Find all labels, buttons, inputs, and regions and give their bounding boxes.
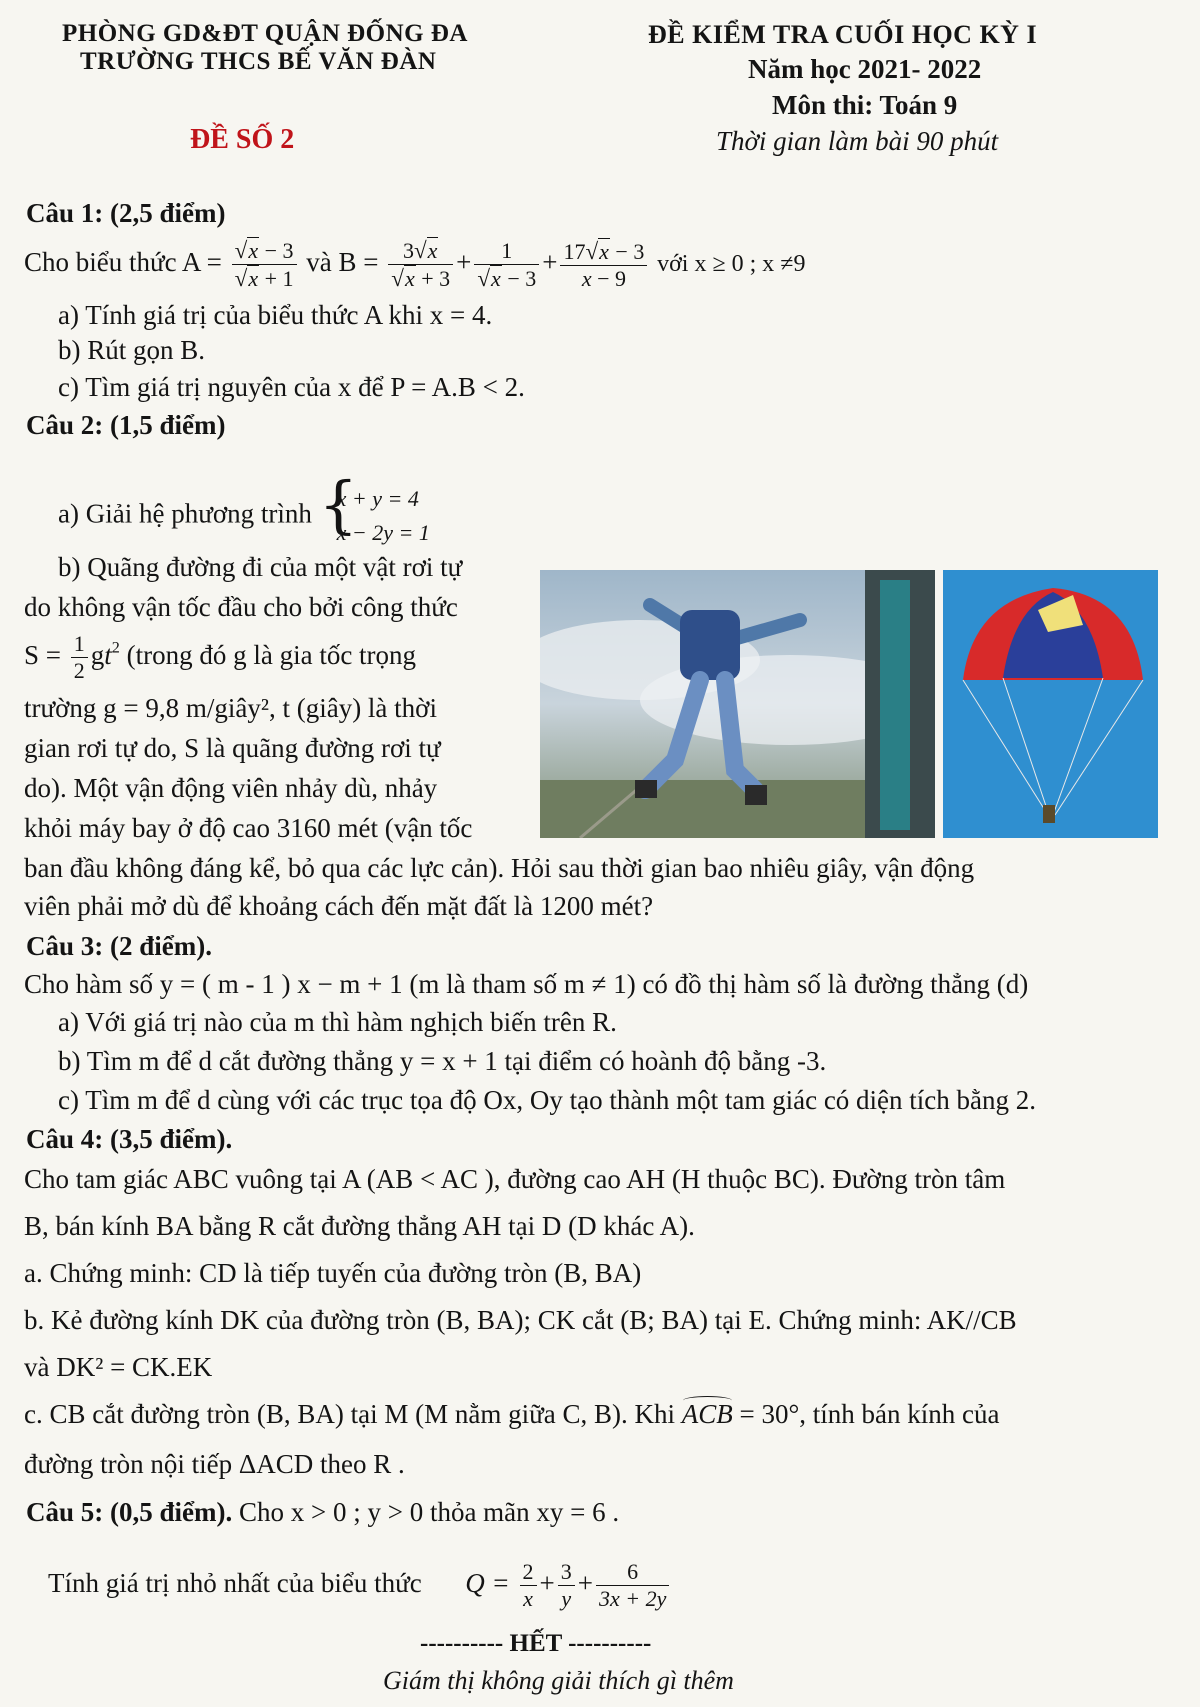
- q1-part-c: c) Tìm giá trị nguyên của x để P = A.B < 2.: [58, 372, 525, 402]
- q3-part-b: b) Tìm m để d cắt đường thẳng y = x + 1 tại điểm có hoành độ bằng -3.: [58, 1046, 827, 1076]
- q1-title: Câu 1: (2,5 điểm): [26, 198, 226, 228]
- department-name: PHÒNG GD&ĐT QUẬN ĐỐNG ĐA: [62, 20, 468, 47]
- q5-q-label: Q =: [465, 1567, 510, 1598]
- q2-b-line8: ban đầu không đáng kể, bỏ qua các lực cản). Hỏi sau thời gian bao nhiêu giây, vận động: [24, 853, 975, 883]
- q2-b-line2: do không vận tốc đầu cho bởi công thức: [24, 592, 458, 622]
- equation-1: x + y = 4: [336, 486, 419, 511]
- q4-line3: a. Chứng minh: CD là tiếp tuyến của đường tròn (B, BA): [24, 1258, 642, 1288]
- equation-2: x − 2y = 1: [336, 520, 430, 546]
- footer-note: Giám thị không giải thích gì thêm: [383, 1666, 734, 1695]
- q2-b-line9: viên phải mở dù để khoảng cách đến mặt đất là 1200 mét?: [24, 891, 654, 921]
- q2-b-line5: gian rơi tự do, S là quãng đường rơi tự: [24, 733, 441, 763]
- angle-acb: ACB: [681, 1399, 733, 1429]
- q2-b-line6: do). Một vận động viên nhảy dù, nhảy: [24, 773, 438, 803]
- end-marker: ---------- HẾT ----------: [420, 1630, 652, 1657]
- fraction-q3: $\frac{6}{3x + 2y}$: [596, 1560, 669, 1611]
- subject: Môn thi: Toán 9: [772, 90, 958, 120]
- exam-title: ĐỀ KIỂM TRA CUỐI HỌC KỲ I: [648, 20, 1038, 49]
- q1-and-b: và B =: [306, 247, 379, 278]
- q2-b-line4: trường g = 9,8 m/giây², t (giây) là thời: [24, 693, 437, 723]
- fraction-q2: $\frac{3}{y}$: [558, 1560, 575, 1611]
- q3-part-a: a) Với giá trị nào của m thì hàm nghịch biến trên R.: [58, 1007, 617, 1037]
- q5-text: Tính giá trị nhỏ nhất của biểu thức: [48, 1567, 422, 1598]
- q1-condition: với x ≥ 0 ; x ≠9: [657, 251, 806, 278]
- q2-b-line1: b) Quãng đường đi của một vật rơi tự: [58, 552, 463, 582]
- q4-line5: và DK² = CK.EK: [24, 1352, 213, 1382]
- fraction-b3: $\frac{17√x - 3}{x - 9}$: [560, 239, 647, 292]
- fraction-a: $\frac{√x - 3}{√x + 1}$: [232, 238, 297, 292]
- fraction-q1: $\frac{2}{x}$: [520, 1560, 537, 1611]
- q2-title: Câu 2: (1,5 điểm): [26, 410, 226, 440]
- q2-b-line7: khỏi máy bay ở độ cao 3160 mét (vận tốc: [24, 813, 473, 843]
- q4-line7: đường tròn nội tiếp ΔACD theo R .: [24, 1449, 405, 1479]
- q3-title: Câu 3: (2 điểm).: [26, 931, 212, 961]
- fraction-half: $\frac{1}{2}$: [71, 632, 88, 683]
- q2-part-a: [58, 468, 430, 550]
- q4-line6-post: = 30°, tính bán kính của: [739, 1399, 1000, 1429]
- q3-part-c: c) Tìm m để d cùng với các trục tọa độ Ox, Oy tạo thành một tam giác có diện tích bằng 2.: [58, 1085, 1037, 1115]
- q5-line2: Tính giá trị nhỏ nhất của biểu thức Q = $\frac{2}{x}$ + $\frac{3}{y}$ + $\frac{6}{3x + 2y}$: [48, 1560, 672, 1611]
- fraction-b2: $\frac{1}{√x - 3}$: [474, 239, 539, 292]
- q1-a-eq: A =: [181, 247, 222, 278]
- q5-title: Câu 5: (0,5 điểm).: [26, 1497, 233, 1527]
- q1-intro: Cho biểu thức: [24, 247, 177, 278]
- parachute-photo: [943, 570, 1158, 838]
- q4-line4: b. Kẻ đường kính DK của đường tròn (B, BA); CK cắt (B; BA) tại E. Chứng minh: AK//CB: [24, 1305, 1017, 1335]
- q4-line6: [24, 1399, 999, 1430]
- q5-line1: [26, 1497, 619, 1528]
- q4-line1: Cho tam giác ABC vuông tại A (AB < AC ), đường cao AH (H thuộc BC). Đường tròn tâm: [24, 1164, 1006, 1194]
- duration: Thời gian làm bài 90 phút: [716, 126, 999, 156]
- exam-number: ĐỀ SỐ 2: [190, 124, 295, 155]
- q2-part-a-text: a) Giải hệ phương trình: [58, 498, 312, 529]
- q5-condition: Cho x > 0 ; y > 0 thỏa mãn xy = 6 .: [238, 1497, 620, 1527]
- fraction-b1: $\frac{3√x}{√x + 3}$: [388, 238, 453, 292]
- school-name: TRƯỜNG THCS BẾ VĂN ĐÀN: [80, 48, 437, 75]
- q4-line6-pre: c. CB cắt đường tròn (B, BA) tại M (M nằm giữa C, B). Khi: [24, 1399, 675, 1429]
- skydiver-photo: [540, 570, 935, 838]
- q1-part-b: b) Rút gọn B.: [58, 335, 206, 365]
- school-year: Năm học 2021- 2022: [748, 54, 982, 84]
- q4-title: Câu 4: (3,5 điểm).: [26, 1124, 233, 1154]
- q3-intro: Cho hàm số y = ( m - 1 ) x − m + 1 (m là tham số m ≠ 1) có đồ thị hàm số là đường thẳng (d): [24, 969, 1029, 999]
- q1-expression-line: Cho biểu thức A = $\frac{√x - 3}{√x + 1}$ và B = $\frac{3√x}{√x + 3}$ + $\frac{1}{√x - 3}$ + $\frac{17√x - 3}{x - 9}$ với x ≥ 0 ; x ≠9: [24, 237, 806, 292]
- formula-note: (trong đó g là gia tốc trọng: [126, 639, 417, 670]
- formula-s: S =: [24, 639, 61, 670]
- equation-system: { x + y = 4 x − 2y = 1: [319, 482, 430, 550]
- q4-line2: B, bán kính BA bằng R cắt đường thẳng AH tại D (D khác A).: [24, 1211, 695, 1241]
- q1-part-a: a) Tính giá trị của biểu thức A khi x = 4.: [58, 300, 493, 330]
- q2-b-line3: S = $\frac{1}{2}$ $gt^2$ (trong đó g là gia tốc trọng: [24, 631, 417, 684]
